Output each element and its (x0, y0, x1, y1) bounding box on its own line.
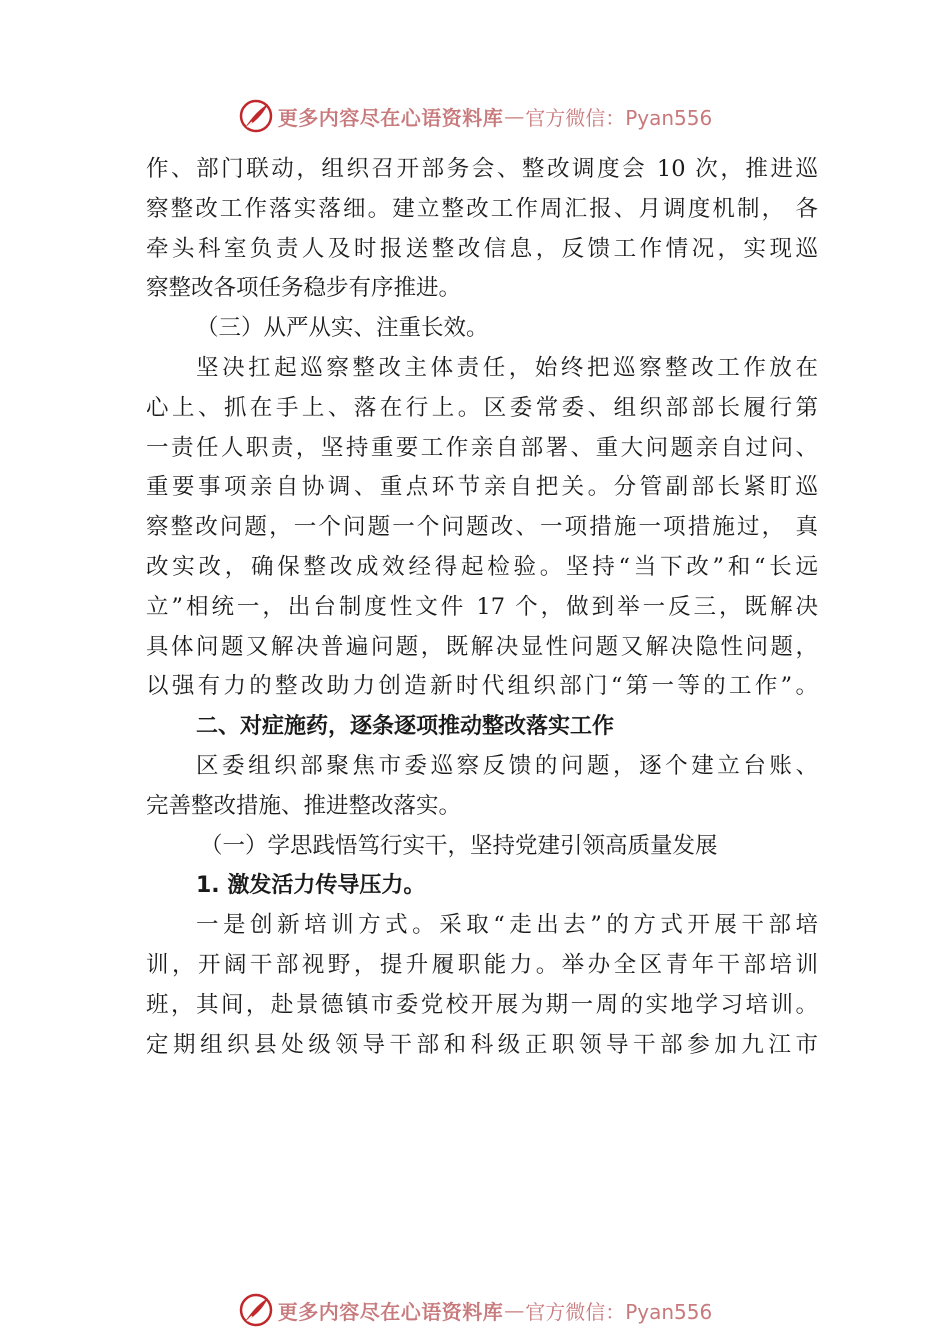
text-line: 一责任人职责，坚持重要工作亲自部署、重大问题亲自过问、 (146, 434, 818, 461)
watermark-text: 更多内容尽在心语资料库 (277, 105, 504, 130)
text-line: 改实改，确保整改成效经得起检验。坚持“当下改”和“长远 (146, 553, 818, 580)
text-line: 察整改各项任务稳步有序推进。 (146, 275, 462, 302)
text-line: 重要事项亲自协调、重点环节亲自把关。分管副部长紧盯巡 (146, 474, 818, 501)
watermark-footer (0, 1290, 950, 1330)
document-body (146, 150, 818, 1065)
text-line: 心上、抓在手上、落在行上。区委常委、组织部部长履行第 (146, 394, 818, 421)
text-line: （三）从严从实、注重长效。 (196, 315, 489, 342)
text-line: 以强有力的整改助力创造新时代组织部门“第一等的工作”。 (146, 673, 818, 700)
text-line: 班，其间，赴景德镇市委党校开展为期一周的实地学习培训。 (146, 991, 818, 1018)
text-line: 区委组织部聚焦市委巡察反馈的问题，逐个建立台账、 (196, 752, 818, 779)
text-line: 坚决扛起巡察整改主体责任，始终把巡察整改工作放在 (196, 354, 818, 381)
watermark-wechat: 官方微信：Pyan556 (525, 105, 713, 130)
text-line: 作、部门联动，组织召开部务会、整改调度会 10 次，推进巡 (146, 156, 818, 182)
text-line: 一是创新培训方式。采取“走出去”的方式开展干部培 (196, 912, 818, 939)
watermark-text: 更多内容尽在心语资料库 (277, 1299, 504, 1324)
text-line: 训，开阔干部视野，提升履职能力。举办全区青年干部培训 (146, 951, 818, 978)
quill-logo-icon (238, 98, 274, 134)
watermark-header (0, 96, 950, 136)
watermark-separator: — (504, 104, 525, 128)
watermark-wechat: 官方微信：Pyan556 (525, 1299, 713, 1324)
watermark-separator: — (504, 1298, 525, 1322)
text-line: 立”相统一，出台制度性文件 17 个，做到举一反三，既解决 (146, 593, 818, 620)
text-line: 完善整改措施、推进整改落实。 (146, 792, 462, 819)
text-line: 具体问题又解决普遍问题，既解决显性问题又解决隐性问题， (146, 633, 818, 660)
text-line: 牵头科室负责人及时报送整改信息，反馈工作情况，实现巡 (146, 235, 818, 262)
text-line: 察整改工作落实落细。建立整改工作周汇报、月调度机制， 各 (146, 195, 818, 222)
quill-logo-icon (238, 1292, 274, 1328)
text-line: 察整改问题，一个问题一个问题改、一项措施一项措施过， 真 (146, 514, 818, 541)
text-line: 1. 激发活力传导压力。 (196, 873, 426, 899)
text-line: 二、对症施药，逐条逐项推动整改落实工作 (196, 714, 615, 740)
text-line: 定期组织县处级领导干部和科级正职领导干部参加九江市 (146, 1031, 818, 1058)
text-line: （一）学思践悟笃行实干，坚持党建引领高质量发展 (200, 832, 718, 859)
